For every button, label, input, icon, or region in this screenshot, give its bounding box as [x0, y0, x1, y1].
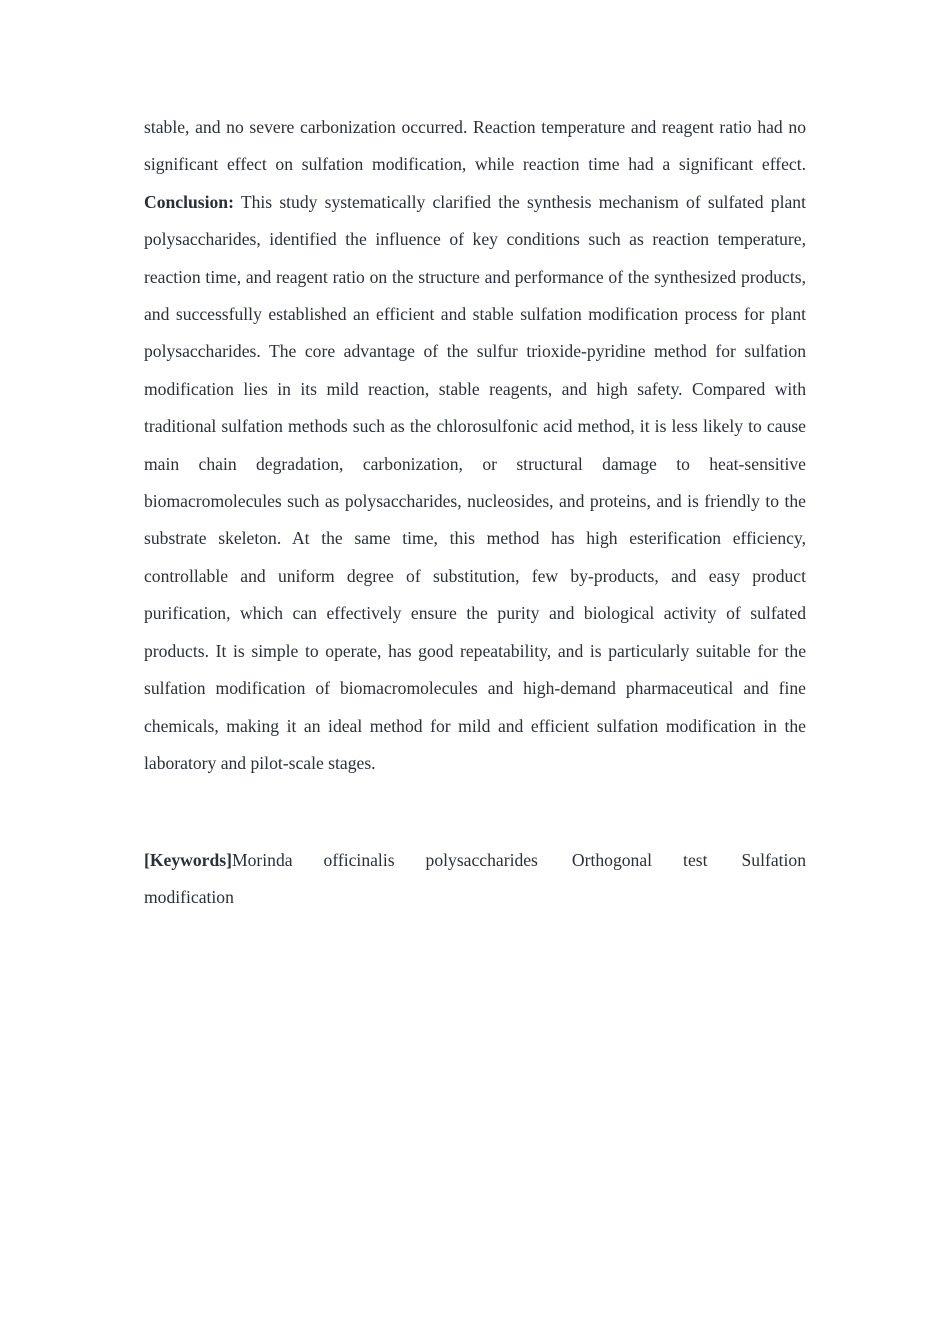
keywords-paragraph — [144, 842, 806, 917]
abstract-results-text: stable, and no severe carbonization occurred. Reaction temperature and reagent ratio had no significant effect on sulfation modification, while reaction time had a significant effect. — [144, 117, 806, 175]
abstract-paragraph — [144, 109, 806, 782]
keyword-item: Sulfation modification — [144, 850, 807, 908]
conclusion-label: Conclusion: — [144, 191, 234, 212]
keywords-label: [Keywords] — [144, 850, 232, 870]
keyword-item: Orthogonal test — [571, 850, 708, 870]
conclusion-text: This study systematically clarified the synthesis mechanism of sulfated plant polysaccharides, identified the influence of key conditions such as reaction temperature, reaction time, and reagent ratio on the structure and performance of the synthesized products, and successfully established an efficient and stable sulfation modification process for plant polysaccharides. The core advantage of the sulfur trioxide-pyridine method for sulfation modification lies in its mild reaction, stable reagents, and high safety. Compared with traditional sulfation methods such as the chlorosulfonic acid method, it is less likely to cause main chain degradation, carbonization, or structural damage to heat-sensitive biomacromolecules such as polysaccharides, nucleosides, and proteins, and is friendly to the substrate skeleton. At the same time, this method has high esterification efficiency, controllable and uniform degree of substitution, few by-products, and easy product purification, which can effectively ensure the purity and biological activity of sulfated products. It is simple to operate, has good repeatability, and is particularly suitable for the sulfation modification of biomacromolecules and high-demand pharmaceutical and fine chemicals, making it an ideal method for mild and efficient sulfation modification in the laboratory and pilot-scale stages. — [144, 191, 806, 773]
keyword-item: Morinda officinalis polysaccharides — [231, 850, 538, 870]
